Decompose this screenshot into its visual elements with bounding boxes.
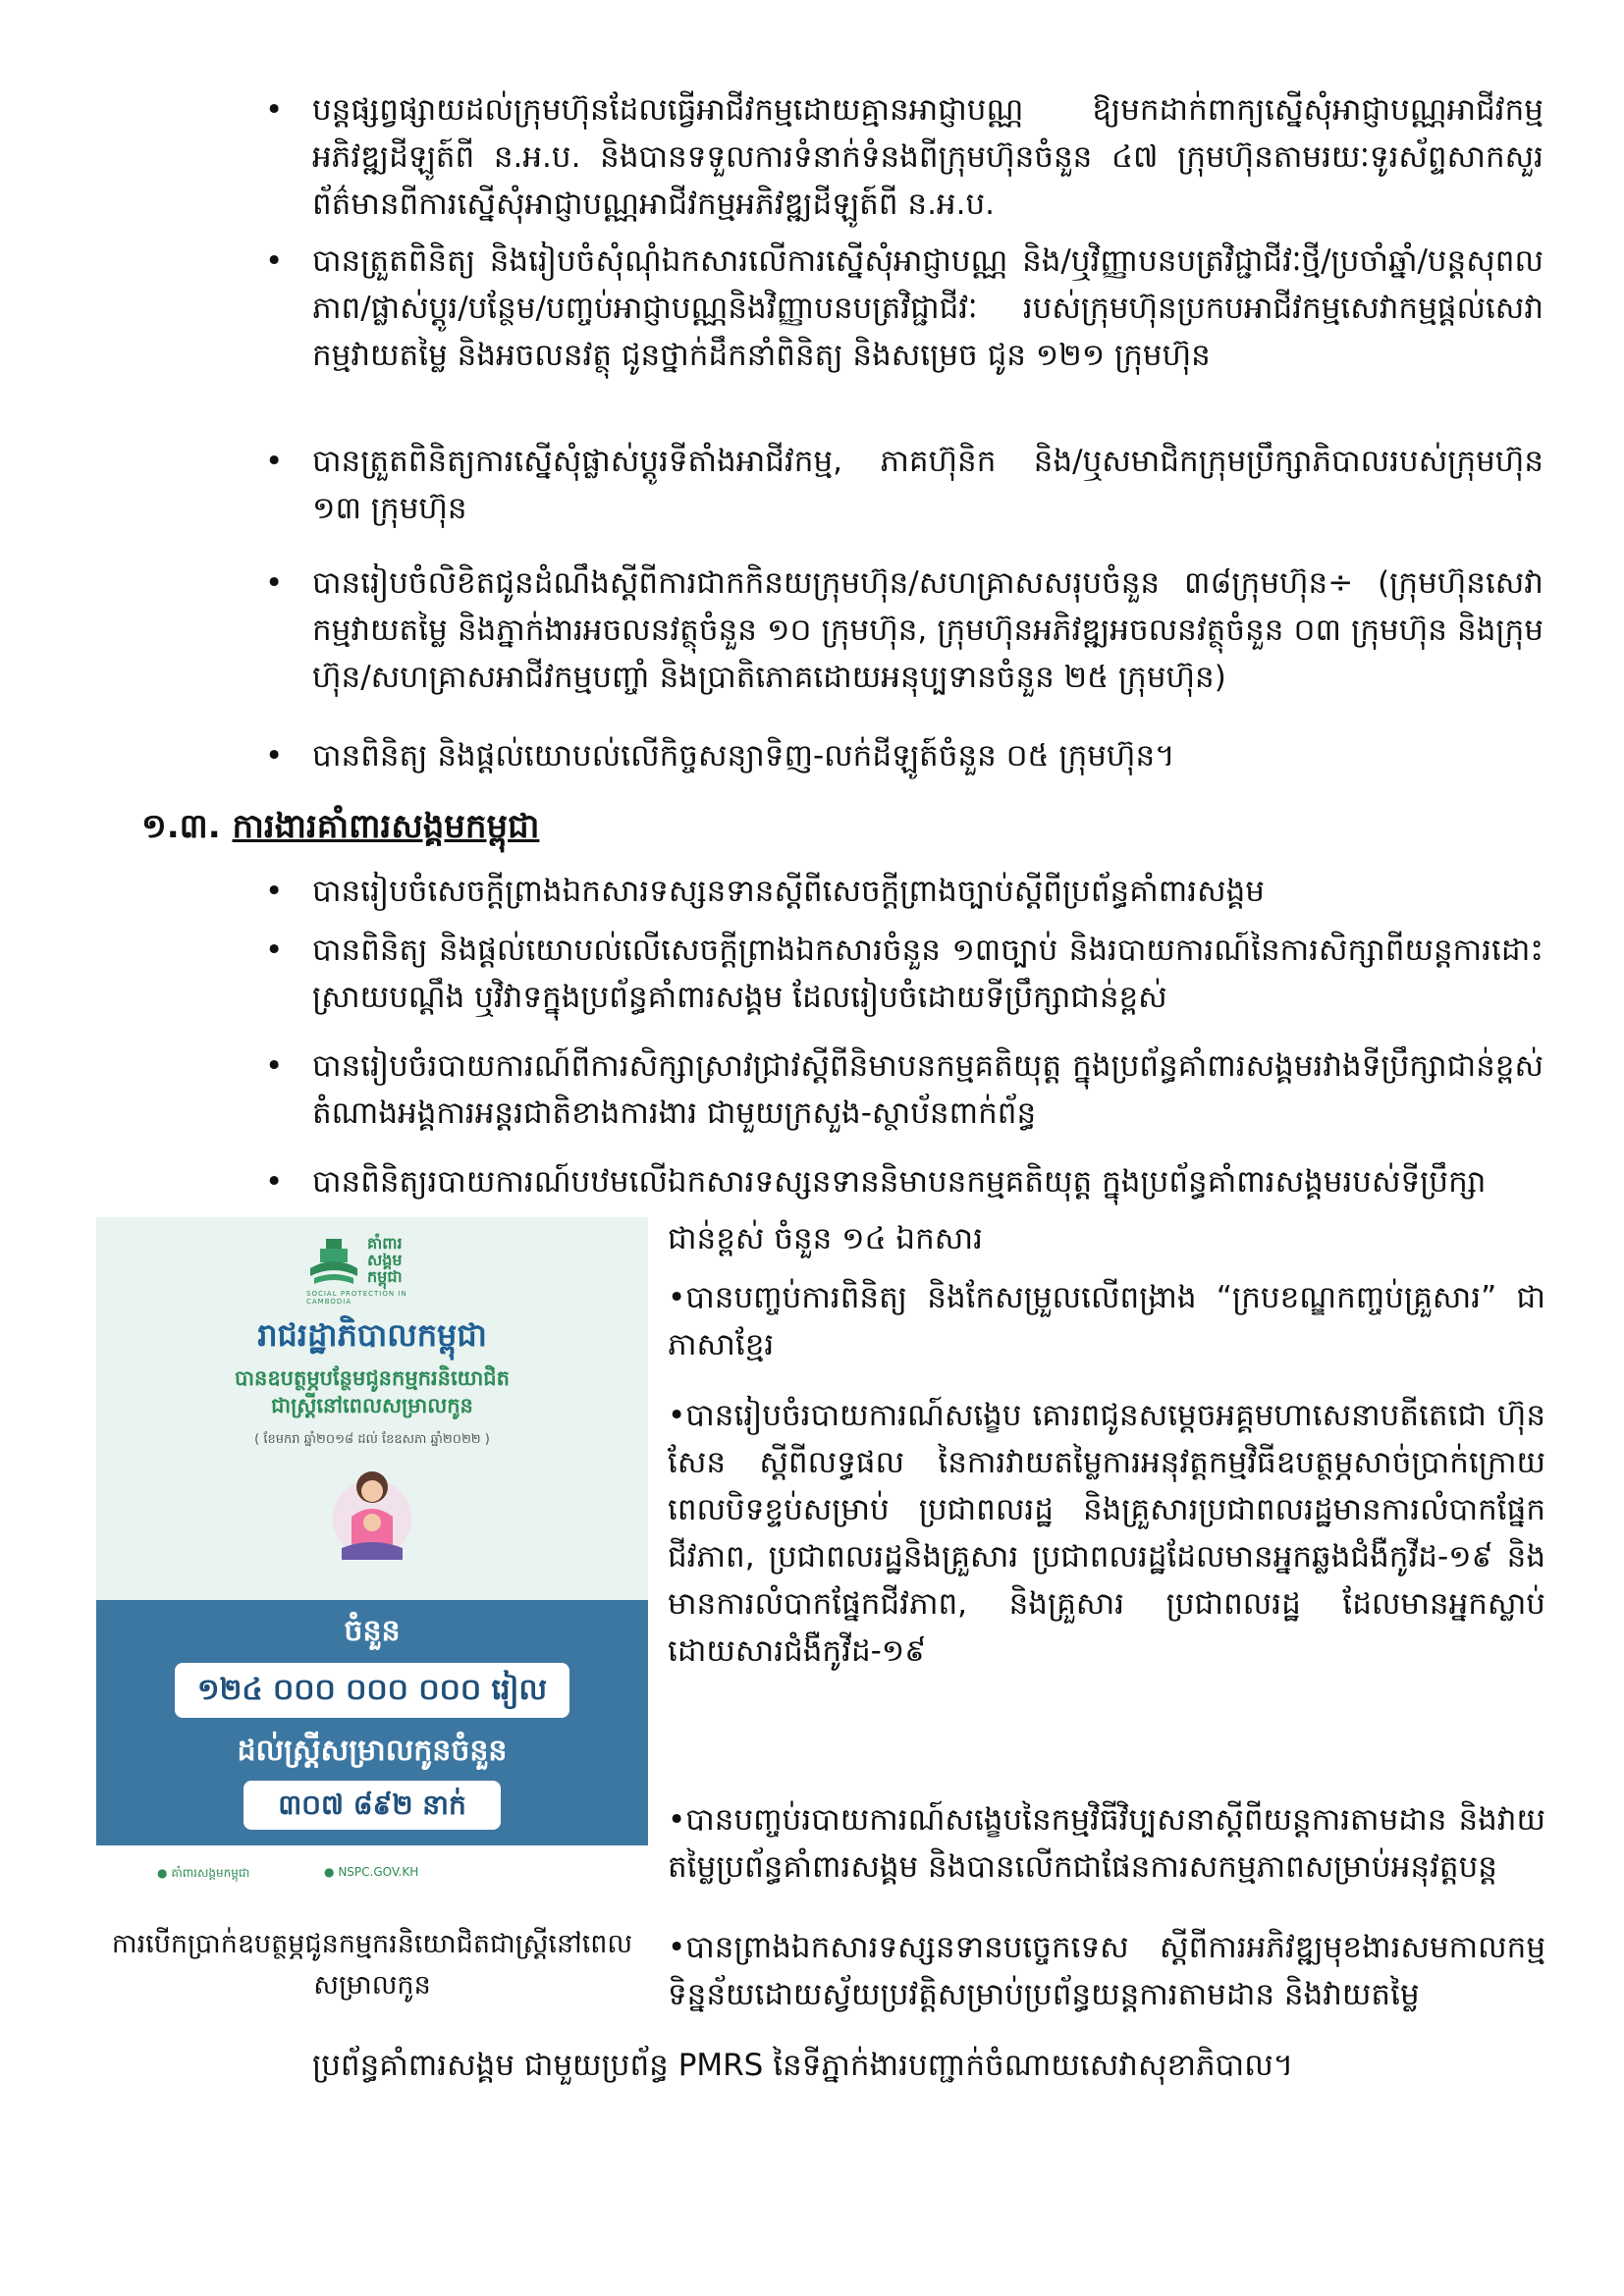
poster-date-range: ( ខែមករា ឆ្នាំ២០១៨ ដល់ ខែឧសភា ឆ្នាំ២០២២ ) <box>254 1432 490 1447</box>
poster-website-footer <box>324 1865 418 1879</box>
bullet-text: បន្តផ្សព្វផ្សាយដល់ក្រុមហ៊ុនដែលធ្វើអាជីវកម្មដោយគ្មានអាជ្ញាបណ្ណ ឱ្យមកដាក់ពាក្យស្នើសុំអាជ្ញាបណ្ណអាជីវកម្មអភិវឌ្ឍដីឡូត៍ពី ន.អ.ប. និងបានទទួលការទំនាក់ទំនងពីក្រុមហ៊ុនចំនួន ៤៧ ក្រុមហ៊ុនតាមរយៈទូរស័ព្ទសាកសួរព័ត៌មានពីការស្នើសុំអាជ្ញាបណ្ណអាជីវកម្មអភិវឌ្ឍដីឡូត៍ពី ន.អ.ប. <box>312 92 1543 223</box>
bullet-text: បានពិនិត្យ និងផ្តល់យោបល់លើកិច្ចសន្យាទិញ-លក់ដីឡូត៍ចំនួន ០៥ ក្រុមហ៊ុន។ <box>312 738 1175 774</box>
bullet-dot: • <box>265 243 284 279</box>
bullet-item <box>265 1042 1543 1137</box>
bullet-text: បានរៀបចំសេចក្តីព្រាងឯកសារទស្សនទានស្តីពីសេចក្តីព្រាងច្បាប់ស្តីពីប្រព័ន្ធគាំពារសង្គម <box>312 874 1265 909</box>
logo-subtitle: SOCIAL PROTECTION IN CAMBODIA <box>306 1290 407 1306</box>
figure-caption: ការបើកប្រាក់ឧបត្ថម្ភជូនកម្មករនិយោជិតជាស្ត្រីនៅពេលសម្រាលកូន <box>111 1929 633 2001</box>
bullet-dot: • <box>265 565 284 601</box>
poster-top-panel <box>96 1217 648 1600</box>
bullet-dot: • <box>265 1048 284 1084</box>
section-number: ១.៣. <box>141 807 221 846</box>
right-column-continuation: ជាន់ខ្ពស់ ចំនួន ១៤ ឯកសារ <box>668 1221 983 1256</box>
poster-bottom-panel <box>96 1600 648 1845</box>
section-title: ការងារគាំពារសង្គមកម្ពុជា <box>232 807 540 846</box>
amount-label: ចំនួន <box>344 1614 401 1648</box>
emblem-icon <box>306 1235 361 1288</box>
bullet-dot: • <box>265 444 284 479</box>
bullet-item <box>265 560 1543 701</box>
poster-facebook-footer <box>157 1865 249 1883</box>
women-label: ដល់ស្ត្រីសម្រាលកូនចំនួន <box>237 1734 508 1768</box>
right-column-item: •បានព្រាងឯកសារទស្សនទានបច្ចេកទេស ស្តីពីការអភិវឌ្ឍមុខងារសមកាលកម្មទិន្នន័យដោយស្វ័យប្រវត្តិសម្រាប់ប្រព័ន្ធយន្តការតាមដាន និងវាយតម្លៃ <box>668 1930 1545 2013</box>
poster-subtitle-line: បានឧបត្ថម្ភបន្ថែមជូនកម្មករនិយោជិត <box>235 1366 510 1390</box>
women-value: ៣០៧ ៨៩២ នាក់ <box>244 1781 501 1830</box>
bullet-dot: • <box>265 92 284 128</box>
poster-subtitle <box>96 1364 648 1420</box>
right-column-item: •បានបញ្ចប់ការពិនិត្យ និងកែសម្រួលលើពង្រាង “ក្របខណ្ឌកញ្ចប់គ្រួសារ” ជាភាសាខ្មែរ <box>668 1280 1545 1363</box>
bullet-text: បានរៀបចំលិខិតជូនដំណឹងស្តីពីការជាកកិនយក្រុមហ៊ុន/សហគ្រាសសរុបចំនួន ៣៨ក្រុមហ៊ុន÷ (ក្រុមហ៊ុនសេវាកម្មវាយតម្លៃ និងភ្នាក់ងារអចលនវត្ថុចំនួន ១០ ក្រុមហ៊ុន, ក្រុមហ៊ុនអភិវឌ្ឍអចលនវត្ថុចំនួន ០៣ ក្រុមហ៊ុន និងក្រុមហ៊ុន/សហគ្រាសអាជីវកម្មបញ្ចាំ និងប្រាតិភោគដោយអនុប្បទានចំនួន ២៥ ក្រុមហ៊ុន) <box>312 565 1543 696</box>
bullet-text: បានពិនិត្យរបាយការណ៍បឋមលើឯកសារទស្សនទាននិមាបនកម្មគតិយុត្ត ក្នុងប្រព័ន្ធគាំពារសង្គមរបស់ទីប្រឹក្សា <box>312 1164 1487 1200</box>
bullet-dot: • <box>265 738 284 774</box>
bullet-item <box>265 732 1543 779</box>
poster-title: រាជរដ្ឋាភិបាលកម្ពុជា <box>257 1316 487 1354</box>
right-column-item: •បានបញ្ចប់របាយការណ៍សង្ខេបនៃកម្មវិធីវិប្បសនាស្តីពីយន្តការតាមដាន និងវាយតម្លៃប្រព័ន្ធគាំពារសង្គម និងបានលើកជាផែនការសកម្មភាពសម្រាប់អនុវត្តបន្ត <box>668 1802 1545 1886</box>
closing-line: ប្រព័ន្ធគាំពារសង្គម ជាមួយប្រព័ន្ធ PMRS នៃទីភ្នាក់ងារបញ្ជាក់ចំណាយសេវាសុខាភិបាល។ <box>312 2048 1294 2083</box>
bullet-dot: • <box>265 1164 284 1200</box>
bullet-item <box>265 927 1543 1021</box>
bullet-item <box>265 438 1543 532</box>
globe-icon: ● <box>324 1865 335 1879</box>
facebook-icon: ● <box>157 1866 168 1880</box>
poster-subtitle-line: ជាស្ត្រីនៅពេលសម្រាលកូន <box>271 1394 473 1418</box>
bullet-item <box>265 238 1543 379</box>
bullet-text: បានត្រួតពិនិត្យ និងរៀបចំសុំណុំឯកសារលើការស្នើសុំអាជ្ញាបណ្ណ និង/ឬវិញ្ញាបនបត្រវិជ្ជាជីវៈថ្មី/ប្រចាំឆ្នាំ/បន្តសុពលភាព/ផ្លាស់ប្តូរ/បន្ថែម/បញ្ចប់អាជ្ញាបណ្ណនិងវិញ្ញាបនបត្រវិជ្ជាជីវៈ របស់ក្រុមហ៊ុនប្រកបអាជីវកម្មសេវាកម្មផ្តល់សេវាកម្មវាយតម្លៃ និងអចលនវត្ថុ ជូនថ្នាក់ដឹកនាំពិនិត្យ និងសម្រេច ជូន ១២១ ក្រុមហ៊ុន <box>312 243 1543 374</box>
bullet-text: បានត្រួតពិនិត្យការស្នើសុំផ្លាស់ប្តូរទីតាំងអាជីវកម្ម, ភាគហ៊ុនិក និង/ឬសមាជិកក្រុមប្រឹក្សាភិបាលរបស់ក្រុមហ៊ុន ១៣ ក្រុមហ៊ុន <box>312 444 1543 527</box>
bullet-item <box>265 1158 1543 1205</box>
bullet-text: បានពិនិត្យ និងផ្តល់យោបល់លើសេចក្តីព្រាងឯកសារចំនួន ១៣ច្បាប់ និងរបាយការណ៍នៃការសិក្សាពីយន្តការដោះស្រាយបណ្តឹង ឬវិវាទក្នុងប្រព័ន្ធគាំពារសង្គម ដែលរៀបចំដោយទីប្រឹក្សាជាន់ខ្ពស់ <box>312 933 1543 1016</box>
logo-text: គាំពារ សង្គម កម្ពុជា <box>367 1234 403 1286</box>
bullet-dot: • <box>265 874 284 909</box>
amount-value: ១២៤ ០០០ ០០០ ០០០ រៀល <box>175 1663 569 1718</box>
infographic-poster <box>96 1217 648 1845</box>
right-column-item: •បានរៀបចំរបាយការណ៍សង្ខេប គោរពជូនសម្តេចអគ្គមហាសេនាបតីតេជោ ហ៊ុន សែន ស្តីពីលទ្ធផល នៃការវាយតម្លៃការអនុវត្តកម្មវិធីឧបត្ថម្ភសាច់ប្រាក់ក្រោយពេលបិទខ្ទប់សម្រាប់ ប្រជាពលរដ្ឋ និងគ្រួសារប្រជាពលរដ្ឋមានការលំបាកផ្នែកជីវភាព, ប្រជាពលរដ្ឋនិងគ្រួសារ ប្រជាពលរដ្ឋដែលមានអ្នកឆ្លងជំងឺកូវីដ-១៩ និងមានការលំបាកផ្នែកជីវភាព, និងគ្រួសារ ប្រជាពលរដ្ឋ ដែលមានអ្នកស្លាប់ដោយសារជំងឺកូវីដ-១៩ <box>668 1398 1545 1670</box>
bullet-dot: • <box>265 933 284 968</box>
section-heading <box>141 805 539 854</box>
bullet-item <box>265 868 1543 915</box>
mother-baby-illustration <box>328 1458 416 1575</box>
facebook-label: គាំពារសង្គមកម្ពុជា <box>171 1866 250 1880</box>
bullet-text: បានរៀបចំរបាយការណ៍ពីការសិក្សាស្រាវជ្រាវស្តីពីនិមាបនកម្មគតិយុត្ត ក្នុងប្រព័ន្ធគាំពារសង្គមរវាងទីប្រឹក្សាជាន់ខ្ពស់តំណាងអង្គការអន្តរជាតិខាងការងារ ជាមួយក្រសួង-ស្ថាប័នពាក់ព័ន្ធ <box>312 1048 1543 1132</box>
bullet-item <box>265 86 1543 228</box>
social-protection-logo <box>306 1234 444 1306</box>
website-label: NSPC.GOV.KH <box>338 1865 419 1879</box>
